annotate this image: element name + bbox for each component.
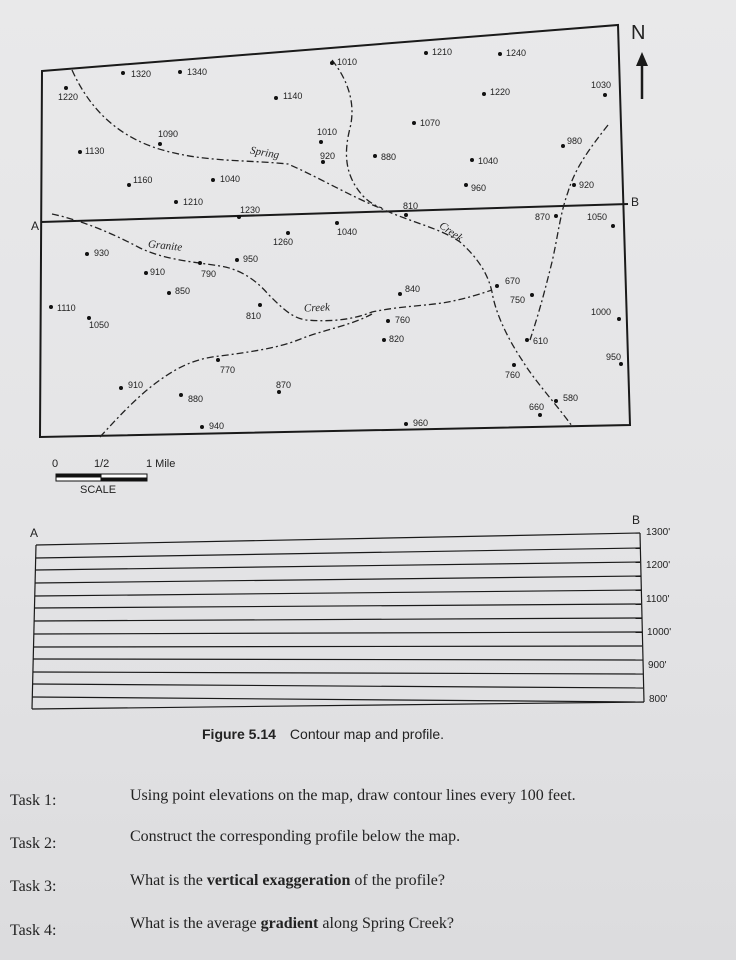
- elevation-dot: [603, 93, 607, 97]
- spring-creek-tributary-line: [332, 60, 382, 208]
- map-frame: [40, 25, 630, 437]
- task-1-label: Task 1:: [10, 792, 57, 809]
- profile-elevation-900: 900': [648, 660, 667, 671]
- profile-grid: [32, 533, 644, 709]
- elevation-label: 1210: [183, 197, 204, 207]
- elevation-dot: [525, 338, 529, 342]
- granite-creek-line: [52, 214, 492, 321]
- elevation-label: 760: [395, 315, 411, 325]
- elevation-dot: [572, 183, 576, 187]
- elevation-dot: [286, 231, 290, 235]
- elevation-label: 1040: [478, 156, 499, 166]
- elevation-dot: [482, 92, 486, 96]
- elevation-label: 1110: [57, 303, 76, 313]
- scale-tick-0: 0: [52, 458, 59, 470]
- elevation-dot: [617, 317, 621, 321]
- elevation-label: 980: [567, 136, 583, 146]
- south-creek-branch-line: [100, 314, 372, 437]
- elevation-dot: [319, 140, 323, 144]
- elevation-dot: [179, 393, 183, 397]
- elevation-dot: [49, 305, 53, 309]
- elevation-dot: [198, 261, 202, 265]
- elevation-dot: [470, 158, 474, 162]
- profile-elevation-1300: 1300': [646, 527, 671, 538]
- elevation-label: 880: [381, 152, 397, 162]
- elevation-label: 1000: [591, 307, 612, 317]
- elevation-label: 1140: [283, 91, 303, 101]
- elevation-label: 920: [579, 180, 595, 190]
- elevation-dot: [619, 362, 623, 366]
- elevation-label: 810: [246, 311, 262, 321]
- elevation-label: 660: [529, 402, 545, 412]
- elevation-label: 670: [505, 276, 521, 286]
- creek-name-creek-south: Creek: [303, 301, 331, 315]
- profile-elevation-800: 800': [649, 694, 668, 705]
- profile-elevation-1200: 1200': [646, 560, 671, 571]
- elevation-label: 1050: [89, 320, 110, 330]
- elevation-dot: [178, 70, 182, 74]
- scale-tick-mile: 1 Mile: [146, 458, 176, 470]
- profile-elevation-1000: 1000': [647, 627, 672, 638]
- elevation-dot: [200, 425, 204, 429]
- scale-label: SCALE: [80, 484, 117, 496]
- elevation-dot: [174, 200, 178, 204]
- section-end-label: B: [631, 195, 640, 209]
- elevation-label: 1220: [58, 92, 79, 102]
- elevation-label: 580: [563, 393, 579, 403]
- elevation-label: 960: [413, 418, 429, 428]
- profile-start-label: A: [30, 526, 39, 540]
- north-arrow-head: [636, 52, 648, 66]
- elevation-dot: [127, 183, 131, 187]
- elevation-dot: [277, 390, 281, 394]
- task-4-label: Task 4:: [10, 922, 57, 939]
- elevation-dot: [274, 96, 278, 100]
- elevation-dot: [554, 214, 558, 218]
- profile-end-label: B: [632, 513, 641, 527]
- task-4-text: What is the average gradient along Spring Creek?: [130, 915, 454, 932]
- scale-tick-half: 1/2: [94, 458, 110, 470]
- elevation-dot: [538, 413, 542, 417]
- elevation-label: 1040: [337, 227, 358, 237]
- elevation-label: 1240: [506, 48, 527, 58]
- creek-name-spring: Spring: [249, 144, 281, 162]
- figure-title: Contour map and profile.: [289, 726, 445, 742]
- elevation-dot: [412, 121, 416, 125]
- elevation-dot: [398, 292, 402, 296]
- elevation-dot: [121, 71, 125, 75]
- elevation-dot: [424, 51, 428, 55]
- elevation-label: 840: [405, 284, 421, 294]
- elevation-dot: [78, 150, 82, 154]
- task-2-label: Task 2:: [10, 835, 57, 852]
- elevation-label: 820: [389, 334, 405, 344]
- elevation-dot: [373, 154, 377, 158]
- elevation-dot: [119, 386, 123, 390]
- elevation-dot: [64, 86, 68, 90]
- figure-caption: [202, 726, 444, 742]
- elevation-label: 920: [320, 151, 336, 161]
- elevation-dot: [158, 142, 162, 146]
- task-3-text: What is the vertical exaggeration of the profile?: [130, 872, 445, 889]
- elevation-label: 1320: [131, 69, 152, 79]
- elevation-label: 1070: [420, 118, 441, 128]
- elevation-dot: [167, 291, 171, 295]
- elevation-dot: [611, 224, 615, 228]
- elevation-label: 810: [403, 201, 419, 211]
- elevation-dot: [258, 303, 262, 307]
- elevation-label: 1340: [187, 67, 208, 77]
- creek-name-granite: Granite: [147, 238, 183, 254]
- elevation-label: 1160: [133, 175, 153, 185]
- elevation-dot: [216, 358, 220, 362]
- elevation-label: 790: [201, 269, 217, 279]
- elevation-dot: [211, 178, 215, 182]
- elevation-label: 910: [150, 267, 166, 277]
- elevation-dot: [561, 144, 565, 148]
- scale-bar-fill-2: [101, 478, 147, 482]
- elevation-dot: [237, 215, 241, 219]
- elevation-label: 1230: [240, 205, 261, 215]
- elevation-label: 960: [471, 183, 487, 193]
- elevation-dot: [512, 363, 516, 367]
- elevation-dot: [335, 221, 339, 225]
- elevation-dot: [530, 293, 534, 297]
- elevation-dot: [386, 319, 390, 323]
- profile-elevation-1100: 1100': [646, 594, 670, 605]
- elevation-label: 1050: [587, 212, 608, 222]
- elevation-label: 1210: [432, 47, 453, 57]
- elevation-label: 940: [209, 421, 225, 431]
- elevation-label: 1010: [317, 127, 338, 137]
- elevation-dot: [404, 213, 408, 217]
- elevation-dot: [498, 52, 502, 56]
- elevation-label: 1260: [273, 237, 294, 247]
- elevation-label: 910: [128, 380, 144, 390]
- elevation-label: 880: [188, 394, 204, 404]
- elevation-label: 1030: [591, 80, 612, 90]
- elevation-label: 760: [505, 370, 521, 380]
- north-label: N: [631, 22, 646, 44]
- elevation-label: 770: [220, 365, 236, 375]
- elevation-label: 1010: [337, 57, 358, 67]
- elevation-label: 950: [606, 352, 622, 362]
- section-start-label: A: [31, 219, 40, 233]
- elevation-label: 950: [243, 254, 259, 264]
- elevation-dot: [382, 338, 386, 342]
- elevation-label: 1130: [85, 146, 105, 156]
- task-2-text: Construct the corresponding profile below the map.: [130, 828, 461, 845]
- elevation-label: 850: [175, 286, 191, 296]
- elevation-label: 610: [533, 336, 549, 346]
- elevation-label: 870: [276, 380, 292, 390]
- elevation-dot: [330, 61, 334, 65]
- elevation-label: 750: [510, 295, 526, 305]
- elevation-dot: [554, 399, 558, 403]
- task-3-label: Task 3:: [10, 878, 57, 895]
- elevation-dot: [495, 284, 499, 288]
- creek-name-creek-east: Creek: [436, 219, 465, 245]
- figure-number: Figure 5.14: [202, 726, 276, 742]
- elevation-label: 930: [94, 248, 110, 258]
- elevation-label: 1040: [220, 174, 241, 184]
- scale-bar-fill-1: [56, 474, 101, 478]
- elevation-dot: [235, 258, 239, 262]
- elevation-label: 1220: [490, 87, 511, 97]
- elevation-dot: [464, 183, 468, 187]
- elevation-dot: [85, 252, 89, 256]
- task-1-text: Using point elevations on the map, draw contour lines every 100 feet.: [130, 787, 576, 804]
- elevation-dot: [144, 271, 148, 275]
- elevation-label: 1090: [158, 129, 179, 139]
- elevation-label: 870: [535, 212, 551, 222]
- elevation-dot: [404, 422, 408, 426]
